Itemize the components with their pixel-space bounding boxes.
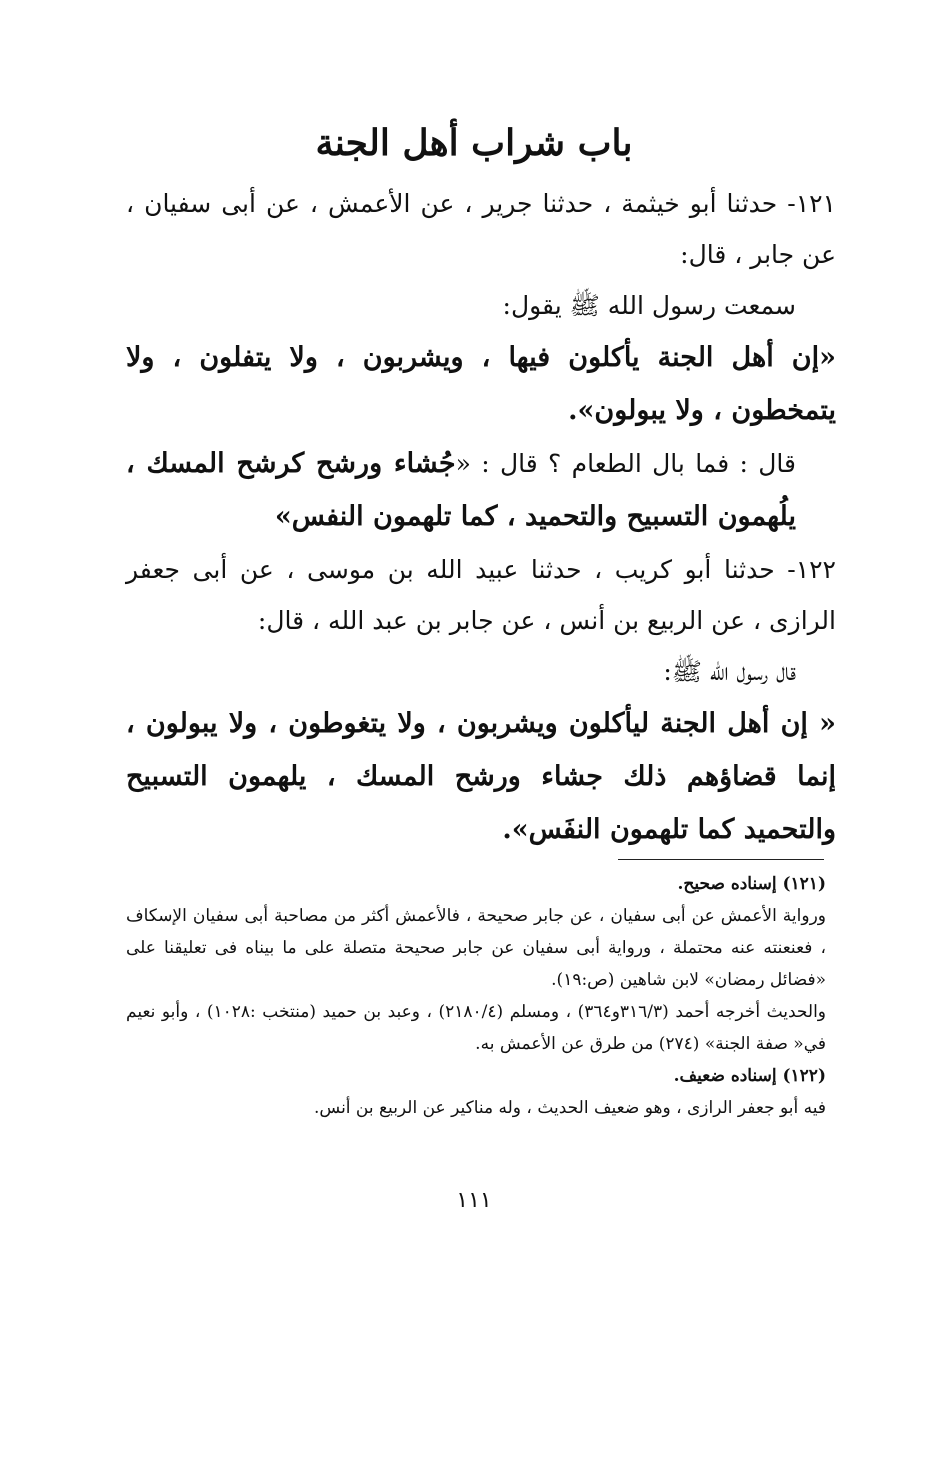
hadith-121: [126, 178, 836, 543]
hadith-122-isnad: ١٢٢- حدثنا أبو كريب ، حدثنا عبيد الله بن موسى ، عن أبى جعفر الرازى ، عن الربيع بن أنس ، عن جابر بن عبد الله ، قال:: [126, 555, 836, 635]
hadith-121-followup: [126, 437, 836, 543]
hadith-122: [126, 544, 836, 856]
hadith-121-followup-answer: جُشاء ورشح كرشح المسك ، يلُهمون التسبيح والتحميد ، كما تلهمون النفس»: [126, 448, 796, 532]
hadith-122-intro: قال رسول الله ﷺ:: [663, 657, 796, 686]
hadith-121-isnad: ١٢١- حدثنا أبو خيثمة ، حدثنا جرير ، عن الأعمش ، عن أبى سفيان ، عن جابر ، قال:: [126, 189, 836, 269]
footnote-122-head: (١٢٢) إسناده ضعيف.: [673, 1066, 826, 1086]
footnote-121-head: (١٢١) إسناده صحيح.: [677, 874, 826, 894]
footnote-121-body-1: ورواية الأعمش عن أبى سفيان ، عن جابر صحيحة ، فالأعمش أكثر من مصاحبة أبى سفيان الإسكاف ، فعنعنته عنه محتملة ، ورواية أبى سفيان عن جابر صحيحة متصلة على ما بيناه فى تعليقنا على «فضائل رمضان» لابن شاهين (ص:١٩).: [126, 906, 826, 990]
hadith-121-followup-question: قال : فما بال الطعام ؟ قال : «: [455, 449, 797, 478]
hadith-122-text: « إن أهل الجنة ليأكلون ويشربون ، ولا يتغوطون ، ولا يبولون ، إنما قضاؤهم ذلك جشاء ورشح المسك ، يلهمون التسبيح والتحميد كما تلهمون النفَس».: [126, 708, 836, 845]
footnote-121-body-2: والحديث أخرجه أحمد (٣١٦/٣و٣٦٤) ، ومسلم (٢١٨٠/٤) ، وعبد بن حميد (منتخب :١٠٢٨) ، وأبو نعيم في« صفة الجنة» (٢٧٤) من طرق عن الأعمش به.: [126, 1002, 827, 1054]
page-number: ١١١: [456, 1188, 492, 1213]
chapter-title: باب شراب أهل الجنة: [315, 122, 633, 164]
footnotes: [126, 868, 836, 1124]
hadith-121-text: «إن أهل الجنة يأكلون فيها ، ويشربون ، ولا يتفلون ، ولا يتمخطون ، ولا يبولون».: [126, 342, 836, 426]
footnote-122-body: فيه أبو جعفر الرازى ، وهو ضعيف الحديث ، وله مناكير عن الربيع بن أنس.: [314, 1098, 826, 1118]
footnote-divider: [618, 859, 824, 860]
hadith-121-intro: سمعت رسول الله ﷺ يقول:: [502, 291, 796, 320]
